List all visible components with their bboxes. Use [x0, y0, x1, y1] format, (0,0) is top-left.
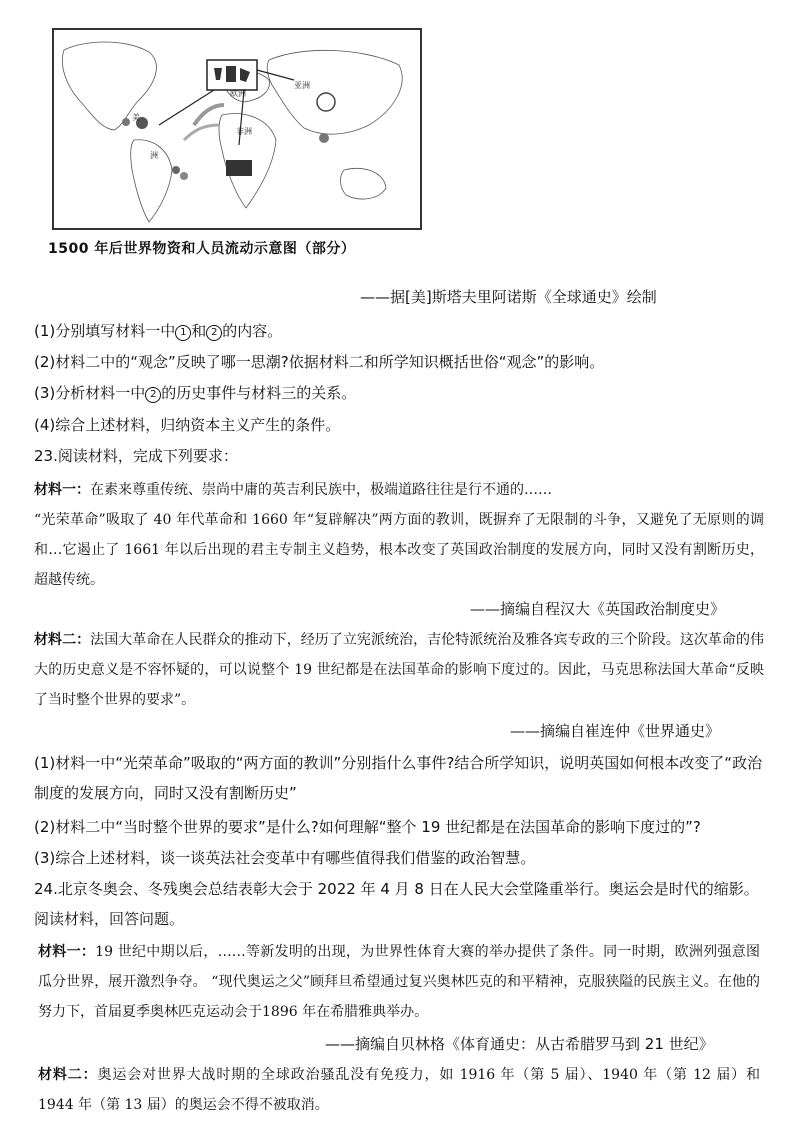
q23-m1-body: “光荣革命”吸取了 40 年代革命和 1660 年“复辟解决”两方面的教训，既摒弃了无限制的斗争，又避免了无原则的调和…它遏止了 1661 年以后出现的君主专制主义趋势，根本改变了英国政治制度的发展方向，同时又没有割断历史，超越传统。 — [34, 512, 764, 588]
people-icon — [226, 160, 252, 176]
coin-icon-2 — [180, 172, 188, 180]
q23-m1-source: ——摘编自程汉大《英国政治制度史》 — [470, 600, 726, 618]
world-map-figure — [52, 28, 422, 230]
label-america-1: 美 — [132, 113, 140, 122]
q23-m2-label: 材料二： — [34, 632, 91, 648]
australia-outline — [340, 168, 386, 199]
q23-question-1: (1)材料一中“光荣革命”吸取的“两方面的教训”分别指什么事件?结合所学知识，说明英国如何根本改变了“政治制度的发展方向，同时又没有割断历史” — [34, 754, 763, 802]
q22-item-1: (1)分别填写材料一中 1 和 2 的内容。 — [34, 322, 283, 340]
map-caption: 1500 年后世界物资和人员流动示意图（部分） — [48, 241, 356, 257]
q22-item-3: (3)分析材料一中 2 的历史事件与材料三的关系。 — [34, 384, 357, 402]
q24-m2-label: 材料二： — [38, 1067, 98, 1083]
label-europe: 欧洲 — [230, 89, 246, 98]
label-america-2: 洲 — [150, 151, 158, 160]
q23-material-2: 材料二：法国大革命在人民群众的推动下，经历了立宪派统治，吉伦特派统治及雅各宾专政的三个阶段。这次革命的伟大的历史意义是不容怀疑的，可以说整个 19 世纪都是在法国革命的影响下度过的。因此，马克思称法国大革命“反映了当时整个世界的要求”。 — [34, 632, 765, 708]
circled-number-2: 2 — [145, 387, 161, 403]
label-africa: 非洲 — [236, 127, 252, 136]
crop-icon-2 — [122, 118, 130, 126]
q23-m1-label: 材料一： — [34, 482, 90, 498]
circled-number-2: 2 — [206, 325, 222, 341]
q23-question-2: (2)材料二中“当时整个世界的要求”是什么?如何理解“整个 19 世纪都是在法国革命的影响下度过的”? — [34, 818, 701, 836]
q23-material-1: 材料一：在素来尊重传统、崇尚中庸的英吉利民族中，极端道路往往是行不通的…… “光荣革命”吸取了 40 年代革命和 1660 年“复辟解决”两方面的教训，既摒弃了无限制的斗争，又避免了无原则的调和…它遏止了 1661 年以后出现的君主专制主义趋势，根本改变了英国政治制度的发展方向，同时又没有割断历史，超越传统。 — [34, 482, 764, 588]
coin-icon-1 — [172, 166, 180, 174]
tea-icon — [319, 133, 329, 143]
arrow-to-africa — [239, 90, 244, 145]
north-america-outline — [62, 42, 156, 130]
q24-material-2: 材料二：奥运会对世界大战时期的全球政治骚乱没有免疫力，如 1916 年（第 5 届）、1940 年（第 12 届）和 1944 年（第 13 届）的奥运会不得不被取消。 — [38, 1067, 760, 1113]
q22-item-2: (2)材料二中的“观念”反映了哪一思潮?依据材料二和所学知识概括世俗“观念”的影响。 — [34, 353, 605, 371]
q23-title: 23.阅读材料，完成下列要求： — [34, 447, 238, 465]
arrow-to-america — [159, 90, 214, 125]
q24-intro: 24.北京冬奥会、冬残奥会总结表彰大会于 2022 年 4 月 8 日在人民大会堂隆重举行。奥运会是时代的缩影。阅读材料，回答问题。 — [34, 880, 759, 928]
asia-goods-icon — [317, 93, 335, 111]
q24-material-1: 材料一：19 世纪中期以后，……等新发明的出现，为世界性体育大赛的举办提供了条件。同一时期，欧洲列强意图瓜分世界，展开激烈争夺。 “现代奥运之父”顾拜旦希望通过复兴奥林匹克的和平精神，克服狭隘的民族主义。在他的努力下，首届夏季奥林匹克运动会于1896 年在希腊雅典举办。 — [38, 944, 761, 1020]
q24-m1-source: ——摘编自贝林格《体育通史：从古希腊罗马到 21 世纪》 — [325, 1035, 714, 1053]
q22-source: ——据[美]斯塔夫里阿诺斯《全球通史》绘制 — [360, 288, 657, 306]
q23-question-3: (3)综合上述材料，谈一谈英法社会变革中有哪些值得我们借鉴的政治智慧。 — [34, 849, 536, 867]
flow-curve-2 — [184, 125, 219, 140]
asia-outline — [267, 50, 402, 134]
q23-m2-source: ——摘编自崔连仲《世界通史》 — [510, 722, 721, 740]
label-asia: 亚洲 — [294, 81, 310, 90]
circled-number-1: 1 — [175, 325, 191, 341]
world-map-drawing — [54, 30, 420, 228]
q24-m1-label: 材料一： — [38, 944, 96, 960]
q22-item-4: (4)综合上述材料，归纳资本主义产生的条件。 — [34, 416, 341, 434]
